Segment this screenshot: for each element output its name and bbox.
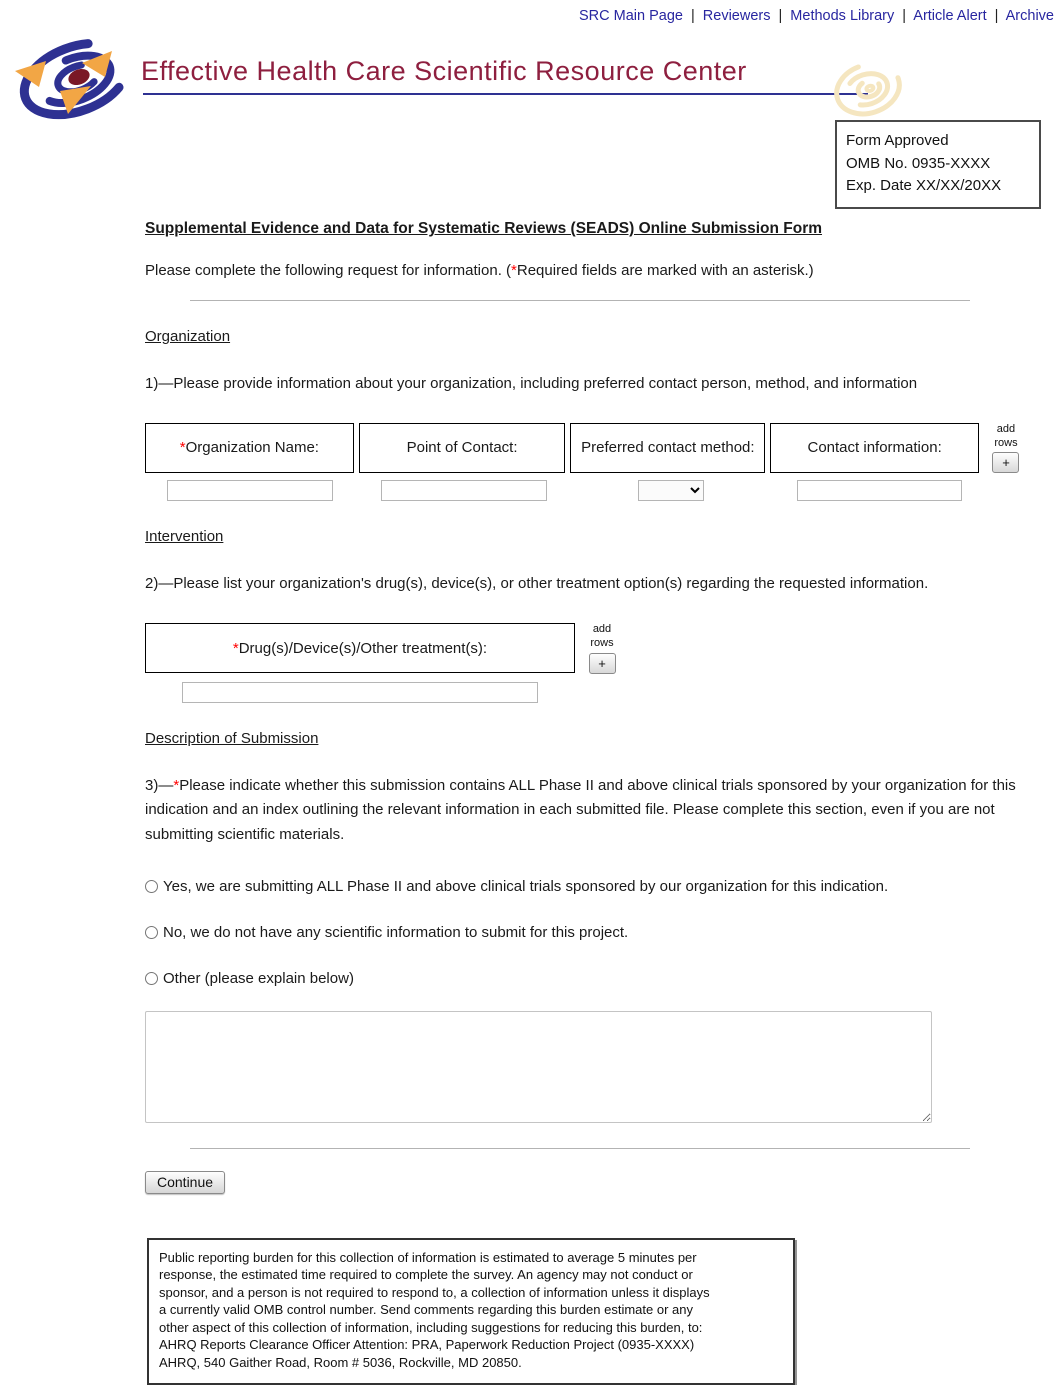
top-navigation (579, 8, 1054, 24)
column-label: Contact information: (807, 439, 942, 457)
nav-link-reviewers[interactable]: Reviewers (702, 8, 771, 24)
column-label: Organization Name: (185, 439, 319, 457)
required-asterisk: * (179, 439, 186, 457)
organization-name-input[interactable] (167, 480, 333, 501)
ehc-spiral-logo-icon (8, 30, 138, 129)
instructions-text: Please complete the following request for information. ( (145, 262, 512, 279)
intervention-add-rows (583, 623, 621, 674)
column-header-organization-name (145, 423, 354, 473)
column-label: Drug(s)/Device(s)/Other treatment(s): (238, 639, 488, 657)
question-1-number: 1)— (145, 375, 174, 392)
preferred-contact-method-select[interactable] (638, 480, 704, 501)
omb-approval-box (835, 120, 1041, 209)
contact-information-input[interactable] (797, 480, 962, 501)
site-title: Effective Health Care Scientific Resource Center (141, 56, 747, 86)
point-of-contact-input[interactable] (381, 480, 547, 501)
drug-device-treatment-input[interactable] (182, 682, 538, 703)
question-2-number: 2)— (145, 575, 174, 593)
burden-line: AHRQ Reports Clearance Officer Attention: PRA, Paperwork Reduction Project (0935-XXXX) (159, 1337, 695, 1353)
required-asterisk: * (511, 262, 517, 279)
form-instructions (145, 262, 1025, 279)
burden-line: Public reporting burden for this collection of information is estimated to average 5 minutes per (159, 1249, 697, 1265)
option-label-no: No, we do not have any scientific information to submit for this project. (163, 923, 629, 941)
intervention-heading: Intervention (145, 528, 224, 546)
burden-line: AHRQ, 540 Gaither Road, Room # 5036, Rockville, MD 20850. (159, 1355, 522, 1371)
burden-line: other aspect of this collection of information, including suggestions for reducing this burden, to: (159, 1319, 703, 1335)
add-rows-label: add rows (590, 623, 614, 649)
nav-link-src-main-page[interactable]: SRC Main Page (579, 8, 683, 24)
question-3-text: Please indicate whether this submission contains ALL Phase II and above clinical trials sponsored by your organization for this indication and an index outlining the relevant information in each submitted file. Please complete this section, even if you are not submitting scientific materials. (145, 776, 1016, 843)
radio-other[interactable] (145, 972, 158, 985)
add-rows-label: add rows (994, 422, 1018, 449)
burden-line: sponsor, and a person is not required to respond to, a collection of information unless it displays (159, 1284, 710, 1300)
section-divider (190, 1148, 970, 1149)
intervention-input-row (145, 682, 1025, 703)
nav-separator: | (778, 8, 783, 24)
description-of-submission-heading: Description of Submission (145, 729, 319, 747)
column-label: Preferred contact method: (581, 439, 755, 457)
continue-button[interactable]: Continue (145, 1171, 225, 1194)
option-no-information[interactable] (145, 924, 1025, 941)
form-title: Supplemental Evidence and Data for Systematic Reviews (SEADS) Online Submission Form (145, 220, 823, 237)
omb-line-exp-date: Exp. Date XX/XX/20XX (846, 177, 1002, 194)
other-explanation-textarea[interactable] (145, 1011, 932, 1123)
question-3-number: 3)— (145, 776, 174, 794)
column-header-point-of-contact (359, 423, 566, 473)
option-label-other: Other (please explain below) (163, 969, 354, 987)
organization-table-header-row (145, 423, 1025, 474)
nav-separator: | (994, 8, 999, 24)
omb-line-form-approved: Form Approved (846, 132, 949, 149)
option-other-explain[interactable] (145, 970, 1025, 987)
nav-link-archive[interactable]: Archive (1005, 8, 1054, 24)
section-divider (190, 300, 970, 301)
page-header (0, 0, 1064, 215)
question-2-text: Please list your organization's drug(s), device(s), or other treatment option(s) regarding the requested information. (173, 575, 929, 593)
column-header-preferred-contact-method (570, 423, 765, 473)
column-header-drug-device-treatment (145, 623, 575, 673)
nav-separator: | (902, 8, 907, 24)
organization-add-row-button[interactable]: + (992, 452, 1019, 473)
question-2 (145, 572, 1025, 597)
required-asterisk: * (232, 639, 239, 657)
question-1 (145, 372, 1025, 397)
burden-line: a currently valid OMB control number. Send comments regarding this burden estimate or any (159, 1302, 693, 1318)
option-label-yes: Yes, we are submitting ALL Phase II and above clinical trials sponsored by our organization for this indication. (163, 877, 889, 895)
nav-separator: | (690, 8, 695, 24)
required-asterisk: * (173, 776, 180, 794)
public-reporting-burden-notice (147, 1238, 795, 1385)
radio-no-information[interactable] (145, 926, 158, 939)
omb-line-number: OMB No. 0935-XXXX (846, 154, 991, 172)
question-3 (145, 774, 1025, 848)
column-header-contact-information (770, 423, 979, 473)
option-yes-all-trials[interactable] (145, 878, 1025, 895)
spiral-watermark-icon (830, 56, 908, 126)
intervention-add-row-button[interactable]: + (589, 653, 616, 674)
form-content (145, 220, 1025, 1385)
radio-yes-all-trials[interactable] (145, 880, 158, 893)
intervention-table-header-row (145, 623, 1025, 674)
nav-link-methods-library[interactable]: Methods Library (790, 8, 895, 24)
instructions-text: Required fields are marked with an asterisk.) (516, 262, 814, 279)
burden-line: response, the estimated time required to complete the survey. An agency may not conduct or (159, 1267, 693, 1283)
organization-add-rows (987, 423, 1025, 474)
organization-input-row (145, 480, 1025, 501)
title-underline (143, 93, 868, 95)
organization-heading: Organization (145, 328, 231, 345)
nav-link-article-alert[interactable]: Article Alert (913, 8, 987, 24)
column-label: Point of Contact: (406, 439, 518, 457)
question-1-text: Please provide information about your organization, including preferred contact person, method, and information (173, 375, 918, 392)
